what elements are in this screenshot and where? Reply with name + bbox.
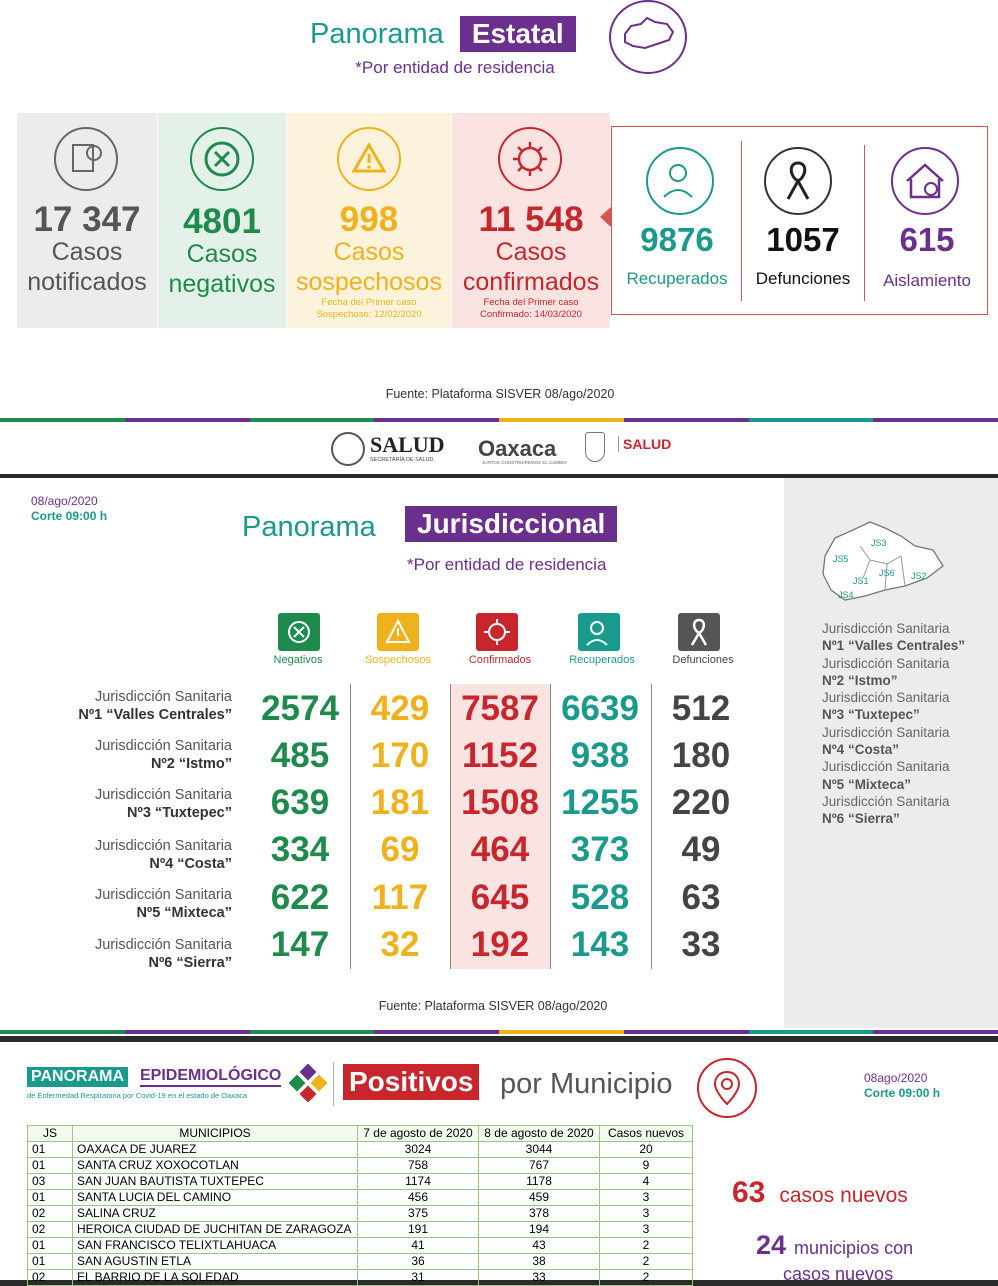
municipios-text-2: casos nuevos <box>783 1264 894 1280</box>
ribbon-icon <box>764 147 832 215</box>
aislamiento-value: 615 <box>899 221 955 258</box>
js-cell: 01 <box>28 1142 73 1158</box>
jur-corte: Corte 09:00 h <box>31 509 108 523</box>
estatal-title-a: Panorama <box>310 17 444 50</box>
recuperados-cell: 143 <box>570 925 630 964</box>
recuperados-cell: 373 <box>570 830 630 869</box>
confirmados-label-2: confirmados <box>462 268 600 296</box>
legend-3-l2: Nº3 “Tuxtepec” <box>822 707 920 723</box>
row-label-2: Nº6 “Sierra” <box>148 955 232 971</box>
map-label-js5: JS5 <box>833 554 849 564</box>
mun-title-municipio: por Municipio <box>500 1068 673 1100</box>
municipio-cell: EL BARRIO DE LA SOLEDAD <box>73 1270 358 1286</box>
table-row <box>28 1254 693 1270</box>
day8-cell: 194 <box>479 1222 600 1238</box>
notificados-value: 17 347 <box>33 200 141 239</box>
jur-title-a: Panorama <box>242 511 376 543</box>
js-cell: 01 <box>28 1254 73 1270</box>
estatal-source: Fuente: Plataforma SISVER 08/ago/2020 <box>385 387 615 401</box>
confirmados-label-1: Casos <box>495 238 567 266</box>
color-stripe <box>0 1030 998 1034</box>
new-cases-number: 63 <box>732 1176 766 1209</box>
jur-source: Fuente: Plataforma SISVER 08/ago/2020 <box>378 999 608 1013</box>
confirmados-cell: 192 <box>470 925 530 964</box>
row-label-1: Jurisdicción Sanitaria <box>94 738 232 754</box>
new-cell: 3 <box>600 1222 693 1238</box>
header-negativos: Negativos <box>273 654 323 666</box>
table-row <box>28 1238 693 1254</box>
defunciones-value: 1057 <box>766 221 840 258</box>
salud-logo-sub: SECRETARÍA DE SALUD <box>370 457 434 463</box>
municipio-cell: OAXACA DE JUAREZ <box>73 1142 358 1158</box>
row-label-1: Jurisdicción Sanitaria <box>94 937 232 953</box>
municipio-cell: SALINA CRUZ <box>73 1206 358 1222</box>
table-row <box>28 1222 693 1238</box>
legend-1-l2: Nº1 “Valles Centrales” <box>822 638 966 654</box>
negativos-header-icon <box>278 613 320 651</box>
confirmados-header-icon <box>476 613 518 651</box>
recuperados-cell: 528 <box>570 878 630 917</box>
card-notificados <box>17 113 157 328</box>
jur-legend <box>822 620 965 828</box>
day7-cell: 1174 <box>358 1174 479 1190</box>
defunciones-cell: 220 <box>671 783 731 822</box>
negativos-cell: 147 <box>270 925 330 964</box>
js-cell: 01 <box>28 1190 73 1206</box>
defunciones-cell: 63 <box>681 878 721 917</box>
card-confirmados <box>452 113 610 328</box>
oaxaca-shield-logo <box>585 432 605 462</box>
divider <box>333 1062 334 1106</box>
map-label-js6: JS6 <box>879 568 895 578</box>
recuperados-header-icon <box>578 613 620 651</box>
panel-estatal <box>0 0 998 474</box>
confirmados-value: 11 548 <box>478 200 584 239</box>
municipio-cell: SAN FRANCISCO TELIXTLAHUACA <box>73 1238 358 1254</box>
legend-6-l1: Jurisdicción Sanitaria <box>822 793 950 809</box>
mun-title-positivos: Positivos <box>343 1064 479 1100</box>
col-7ago: 7 de agosto de 2020 <box>358 1126 479 1142</box>
row-label <box>20 886 232 922</box>
js-cell: 02 <box>28 1206 73 1222</box>
oaxaca-map-icon <box>609 0 687 74</box>
day7-cell: 31 <box>358 1270 479 1286</box>
day7-cell: 456 <box>358 1190 479 1206</box>
municipio-cell: SANTA CRUZ XOXOCOTLAN <box>73 1158 358 1174</box>
sospechosos-note-2: Sospechoso: 12/02/2020 <box>316 309 422 320</box>
virus-icon <box>498 127 562 191</box>
oaxaca-logo-text: Oaxaca <box>478 436 557 461</box>
sospechosos-cell: 32 <box>380 925 420 964</box>
defunciones-cell: 49 <box>681 830 721 869</box>
new-cases-text: casos nuevos <box>779 1184 908 1207</box>
table-header-row <box>28 1126 693 1142</box>
salud-logo-text: SALUD <box>370 432 445 457</box>
js-cell: 03 <box>28 1174 73 1190</box>
jur-title-b: Jurisdiccional <box>405 506 617 542</box>
new-cell: 20 <box>600 1142 693 1158</box>
day8-cell: 33 <box>479 1270 600 1286</box>
row-label <box>20 786 232 822</box>
confirmados-cell: 7587 <box>461 689 539 728</box>
js-cell: 02 <box>28 1222 73 1238</box>
day7-cell: 3024 <box>358 1142 479 1158</box>
jur-date: 08/ago/2020 <box>31 494 98 508</box>
row-label-2: Nº1 “Valles Centrales” <box>78 707 232 723</box>
col-js: JS <box>28 1126 73 1142</box>
mun-corte: Corte 09:00 h <box>864 1086 941 1100</box>
confirmados-cell: 464 <box>470 830 530 869</box>
brand-sub: de Enfermedad Respiratoria por Covid-19 en el estado de Oaxaca <box>27 1091 248 1100</box>
day8-cell: 767 <box>479 1158 600 1174</box>
day8-cell: 3044 <box>479 1142 600 1158</box>
col-nuevos: Casos nuevos <box>600 1126 693 1142</box>
notificados-label-1: Casos <box>51 238 123 266</box>
table-row <box>28 1206 693 1222</box>
defunciones-cell: 33 <box>681 925 721 964</box>
defunciones-cell: 512 <box>671 689 731 728</box>
day7-cell: 191 <box>358 1222 479 1238</box>
colorful-cross-logo <box>289 1064 327 1102</box>
card-negativos <box>158 113 286 328</box>
day8-cell: 1178 <box>479 1174 600 1190</box>
row-label-1: Jurisdicción Sanitaria <box>94 689 232 705</box>
document-virus-icon <box>54 127 118 191</box>
negativos-label-1: Casos <box>186 240 258 268</box>
day8-cell: 43 <box>479 1238 600 1254</box>
row-label-1: Jurisdicción Sanitaria <box>94 838 232 854</box>
table-row <box>28 1270 693 1286</box>
brand-epidemiologico: EPIDEMIOLÓGICO <box>140 1067 281 1087</box>
map-label-js1: JS1 <box>853 576 869 586</box>
estatal-subtitle: *Por entidad de residencia <box>355 58 555 77</box>
municipio-cell: SANTA LUCIA DEL CAMINO <box>73 1190 358 1206</box>
row-label <box>20 737 232 773</box>
new-cell: 2 <box>600 1254 693 1270</box>
municipio-cell: SAN AGUSTIN ETLA <box>73 1254 358 1270</box>
home-isolation-icon <box>891 147 959 215</box>
mun-date: 08ago/2020 <box>864 1071 928 1085</box>
negativos-value: 4801 <box>183 202 261 241</box>
sospechosos-cell: 117 <box>371 878 429 917</box>
day7-cell: 758 <box>358 1158 479 1174</box>
js-cell: 01 <box>28 1238 73 1254</box>
summary-municipios <box>756 1230 913 1261</box>
municipios-number: 24 <box>756 1230 787 1260</box>
legend-5-l1: Jurisdicción Sanitaria <box>822 759 950 775</box>
card-sospechosos <box>287 113 451 328</box>
estatal-title-b: Estatal <box>460 16 576 52</box>
table-row <box>28 1142 693 1158</box>
notificados-label-2: notificados <box>27 268 147 296</box>
new-cell: 2 <box>600 1238 693 1254</box>
new-cell: 4 <box>600 1174 693 1190</box>
confirmados-cell: 1508 <box>461 783 539 822</box>
col-municipios: MUNICIPIOS <box>73 1126 358 1142</box>
negativos-cell: 485 <box>270 736 330 775</box>
defunciones-header-icon <box>678 613 720 651</box>
sospechosos-note-1: Fecha del Primer caso <box>321 297 417 308</box>
sospechosos-label-1: Casos <box>333 238 405 266</box>
confirmados-note-2: Confirmado: 14/03/2020 <box>480 309 582 320</box>
summary-new-cases <box>732 1176 908 1210</box>
sospechosos-cell: 69 <box>380 830 420 869</box>
map-label-js2: JS2 <box>911 571 927 581</box>
sospechosos-value: 998 <box>339 200 399 239</box>
legend-4-l1: Jurisdicción Sanitaria <box>822 724 950 740</box>
negativos-cell: 622 <box>270 878 330 917</box>
table-row <box>28 1174 693 1190</box>
recuperados-cell: 6639 <box>561 689 639 728</box>
recovered-person-icon <box>646 147 714 215</box>
aislamiento-label: Aislamiento <box>883 271 971 290</box>
outcomes-box <box>611 126 988 315</box>
negativos-cell: 2574 <box>261 689 339 728</box>
day7-cell: 41 <box>358 1238 479 1254</box>
negativos-label-2: negativos <box>168 270 276 298</box>
table-row <box>28 1190 693 1206</box>
oaxaca-logo-sub: JUNTOS CONSTRUIREMOS EL CAMBIO <box>482 460 567 465</box>
js-cell: 01 <box>28 1158 73 1174</box>
salud-seal-logo <box>331 432 365 466</box>
municipios-table <box>27 1125 693 1286</box>
legend-5-l2: Nº5 “Mixteca” <box>822 776 911 792</box>
header-defunciones: Defunciones <box>672 654 734 666</box>
day7-cell: 36 <box>358 1254 479 1270</box>
salud-state-logo-text: SALUD <box>618 436 671 452</box>
warning-icon <box>337 127 401 191</box>
sospechosos-header-icon <box>377 613 419 651</box>
map-label-js4: JS4 <box>838 590 854 600</box>
recuperados-cell: 1255 <box>561 783 639 822</box>
row-label-2: Nº2 “Istmo” <box>150 756 232 772</box>
location-virus-icon <box>697 1058 757 1118</box>
brand-panorama: PANORAMA <box>27 1067 128 1087</box>
defunciones-label: Defunciones <box>755 269 851 288</box>
sospechosos-label-2: sospechosos <box>296 268 442 296</box>
sospechosos-cell: 429 <box>370 689 430 728</box>
negative-x-icon <box>190 127 254 191</box>
estatal-title <box>310 14 576 54</box>
header-recuperados: Recuperados <box>569 654 635 666</box>
new-cell: 2 <box>600 1270 693 1286</box>
outcomes-pointer <box>600 207 611 227</box>
legend-3-l1: Jurisdicción Sanitaria <box>822 690 950 706</box>
recuperados-value: 9876 <box>640 221 714 258</box>
map-label-js3: JS3 <box>871 538 887 548</box>
negativos-cell: 639 <box>270 783 330 822</box>
row-label-2: Nº4 “Costa” <box>149 856 232 872</box>
col-8ago: 8 de agosto de 2020 <box>479 1126 600 1142</box>
row-label-2: Nº3 “Tuxtepec” <box>127 805 232 821</box>
row-label <box>20 936 232 972</box>
header-confirmados: Confirmados <box>468 654 532 666</box>
new-cell: 3 <box>600 1206 693 1222</box>
panel-jurisdiccional <box>0 478 998 1036</box>
day8-cell: 378 <box>479 1206 600 1222</box>
negativos-cell: 334 <box>270 830 330 869</box>
legend-4-l2: Nº4 “Costa” <box>822 742 899 758</box>
row-label-1: Jurisdicción Sanitaria <box>94 887 232 903</box>
new-cell: 9 <box>600 1158 693 1174</box>
recuperados-label: Recuperados <box>626 269 728 288</box>
legend-1-l1: Jurisdicción Sanitaria <box>822 621 950 636</box>
row-label <box>20 837 232 873</box>
legend-2-l1: Jurisdicción Sanitaria <box>822 655 950 671</box>
legend-6-l2: Nº6 “Sierra” <box>822 811 900 827</box>
day8-cell: 38 <box>479 1254 600 1270</box>
municipio-cell: SAN JUAN BAUTISTA TUXTEPEC <box>73 1174 358 1190</box>
table-row <box>28 1158 693 1174</box>
day8-cell: 459 <box>479 1190 600 1206</box>
confirmados-note-1: Fecha del Primer caso <box>483 297 579 308</box>
sospechosos-cell: 181 <box>370 783 430 822</box>
confirmados-cell: 645 <box>470 878 530 917</box>
defunciones-cell: 180 <box>671 736 731 775</box>
municipios-text: municipios con <box>794 1238 914 1258</box>
js-cell: 02 <box>28 1270 73 1286</box>
row-label-2: Nº5 “Mixteca” <box>136 905 232 921</box>
row-label <box>20 688 232 724</box>
color-stripe <box>0 418 998 422</box>
confirmados-cell: 1152 <box>462 736 538 775</box>
row-label-1: Jurisdicción Sanitaria <box>94 787 232 803</box>
header-sospechosos: Sospechosos <box>364 654 432 666</box>
legend-2-l2: Nº2 “Istmo” <box>822 672 898 688</box>
day7-cell: 375 <box>358 1206 479 1222</box>
jur-subtitle: *Por entidad de residencia <box>407 555 607 574</box>
new-cell: 3 <box>600 1190 693 1206</box>
recuperados-cell: 938 <box>570 736 630 775</box>
municipio-cell: HEROICA CIUDAD DE JUCHITAN DE ZARAGOZA <box>73 1222 358 1238</box>
sospechosos-cell: 170 <box>370 736 430 775</box>
